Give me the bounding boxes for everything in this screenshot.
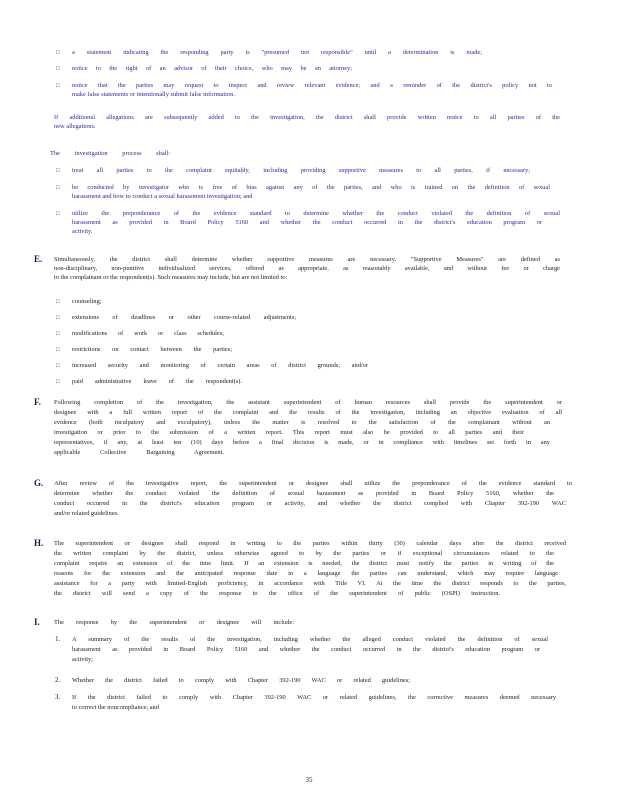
bullet-icon: □ — [56, 168, 60, 174]
list-item: restrictions on contact between the parties; — [72, 346, 232, 353]
text-line: harassment and how to conduct a sexual harassment investigation; and — [72, 193, 253, 200]
text-line: A summary of the results of the investigation, including whether the alleged conduct violated the definition of sexual — [72, 636, 548, 643]
section-letter: H. — [34, 538, 44, 548]
bullet-icon: □ — [56, 211, 60, 217]
text-line: activity; — [72, 656, 93, 663]
text-line: The response by the superintendent or designee will include: — [54, 619, 294, 626]
section-letter: I. — [34, 617, 40, 627]
list-item: increased security and monitoring of certain areas of district grounds; and/or — [72, 362, 368, 369]
text-line — [54, 500, 566, 508]
page-number: 35 — [305, 776, 313, 784]
text-line: evidence (both inculpatory and exculpatory), unless the matter is resolved to the satisfaction of the complainant without an — [54, 419, 550, 426]
text-segment: conduct occurred in the district's education program or activity, and whether the district complied with Chapter 392-190 WAC — [54, 500, 566, 507]
bullet-icon: □ — [56, 331, 60, 337]
text-line: and/or related guidelines. — [54, 510, 119, 517]
text-line: reasons for the extension and the anticipated response date in a language the parties can understand, which may require language — [54, 570, 558, 577]
bullet-icon: □ — [56, 363, 60, 369]
text-line: applicable Collective Bargaining Agreement. — [54, 449, 224, 456]
text-line: determine whether the conduct violated the definition of sexual harassment as provided in Board Policy 5160, whether the — [54, 490, 554, 497]
list-number: 3. — [55, 693, 61, 701]
text-line: a statement indicating the responding party is "presumed not responsible" until a determination is made; — [72, 49, 482, 56]
text-line: representatives, if any, at least ten (10) days before a final decision is made, or in compliance with timelines set forth in any — [54, 439, 550, 446]
text-line: complaint require an extension of the time limit. If an extension is needed, the district must notify the parties in writing of the — [54, 560, 554, 567]
section-letter: E. — [34, 254, 43, 264]
list-item: counseling; — [72, 298, 102, 305]
text-line: harassment as provided in Board Policy 5160 and whether the conduct occurred in the district's education program or — [72, 219, 542, 226]
text-line: investigation or prior to the submission of a written report. This report must also be provided to all parties and their — [54, 429, 524, 436]
bullet-icon: □ — [56, 50, 60, 56]
text-line: designee with a full written report of the complaint and the results of the investigation, including an objective evaluation of all — [54, 409, 562, 416]
text-line: treat all parties to the complaint equitably, including providing supportive measures to all parties, if necessary; — [72, 167, 530, 174]
text-line: The investigation process shall: — [50, 150, 170, 157]
text-line: to correct the noncompliance; and — [72, 704, 159, 711]
text-line: Whether the district failed to comply with Chapter 392-190 WAC or related guidelines; — [72, 677, 410, 684]
bullet-icon: □ — [56, 347, 60, 353]
bullet-icon: □ — [56, 185, 60, 191]
text-line: After review of the investigative report, the superintendent or designee shall utilize the preponderance of the evidence standard to — [54, 480, 572, 487]
bullet-icon: □ — [56, 66, 60, 72]
list-number: 1. — [55, 635, 61, 643]
text-line: Simultaneously, the district shall determine whether supportive measures are necessary. "Supportive Measures" are defined as — [54, 256, 560, 263]
bullet-icon: □ — [56, 299, 60, 305]
list-item: paid administrative leave of the respondent(s). — [72, 378, 242, 385]
bullet-icon: □ — [56, 379, 60, 385]
text-line: harassment as provided in Board Policy 5160 and whether the conduct occurred in the district's education program or — [72, 646, 540, 653]
text-line: non-disciplinary, non-punitive individualized services, offered as appropriate, as reasonably available, and without fee or charge — [54, 265, 560, 272]
text-line: notice that the parties may request to inspect and review relevant evidence; and a reminder of the district's policy not to — [72, 82, 552, 89]
text-line: the written complaint by the district, unless otherwise agreed to by the parties or if exceptional circumstances related to the — [54, 550, 554, 557]
text-line: If additional allegations are subsequently added to the investigation, the district shall provide written notice to all parties of the — [54, 114, 560, 121]
list-number: 2. — [55, 676, 61, 684]
bullet-icon: □ — [56, 315, 60, 321]
text-line: If the district failed to comply with Chapter 392-190 WAC or related guidelines, the corrective measures deemed necessary — [72, 694, 556, 701]
text-line: new allegations. — [54, 123, 96, 130]
text-line: Following completion of the investigation, the assistant superintendent of human resources shall provide the superintendent or — [54, 399, 562, 406]
text-line: activity. — [72, 228, 93, 235]
section-letter: G. — [34, 478, 44, 488]
text-line: to the complainant or the respondent(s). Such measures may include, but are not limited to: — [54, 274, 288, 281]
text-line: utilize the preponderance of the evidence standard to determine whether the conduct violated the definition of sexual — [72, 210, 560, 217]
section-letter: F. — [34, 397, 41, 407]
list-item: modifications of work or class schedules; — [72, 330, 224, 337]
list-item: extensions of deadlines or other course-related adjustments; — [72, 314, 296, 321]
text-line: be conducted by investigator who is free of bias against any of the parties, and who is trained on the definition of sexual — [72, 184, 550, 191]
text-line: make false statements or intentionally submit false information. — [72, 91, 235, 98]
text-line: notice to the right of an advisor of their choice, who may be an attorney; — [72, 65, 352, 72]
text-line: assistance for a party with limited-English proficiency, in accordance with Title VI. At the time the district responds to the parties, — [54, 580, 566, 587]
text-line: The superintendent or designee shall respond in writing to the parties within thirty (30) calendar days after the district received — [54, 540, 566, 547]
text-line: the district will send a copy of the response to the office of the superintendent of public (OSPI) instruction. — [54, 590, 500, 597]
bullet-icon: □ — [56, 83, 60, 89]
